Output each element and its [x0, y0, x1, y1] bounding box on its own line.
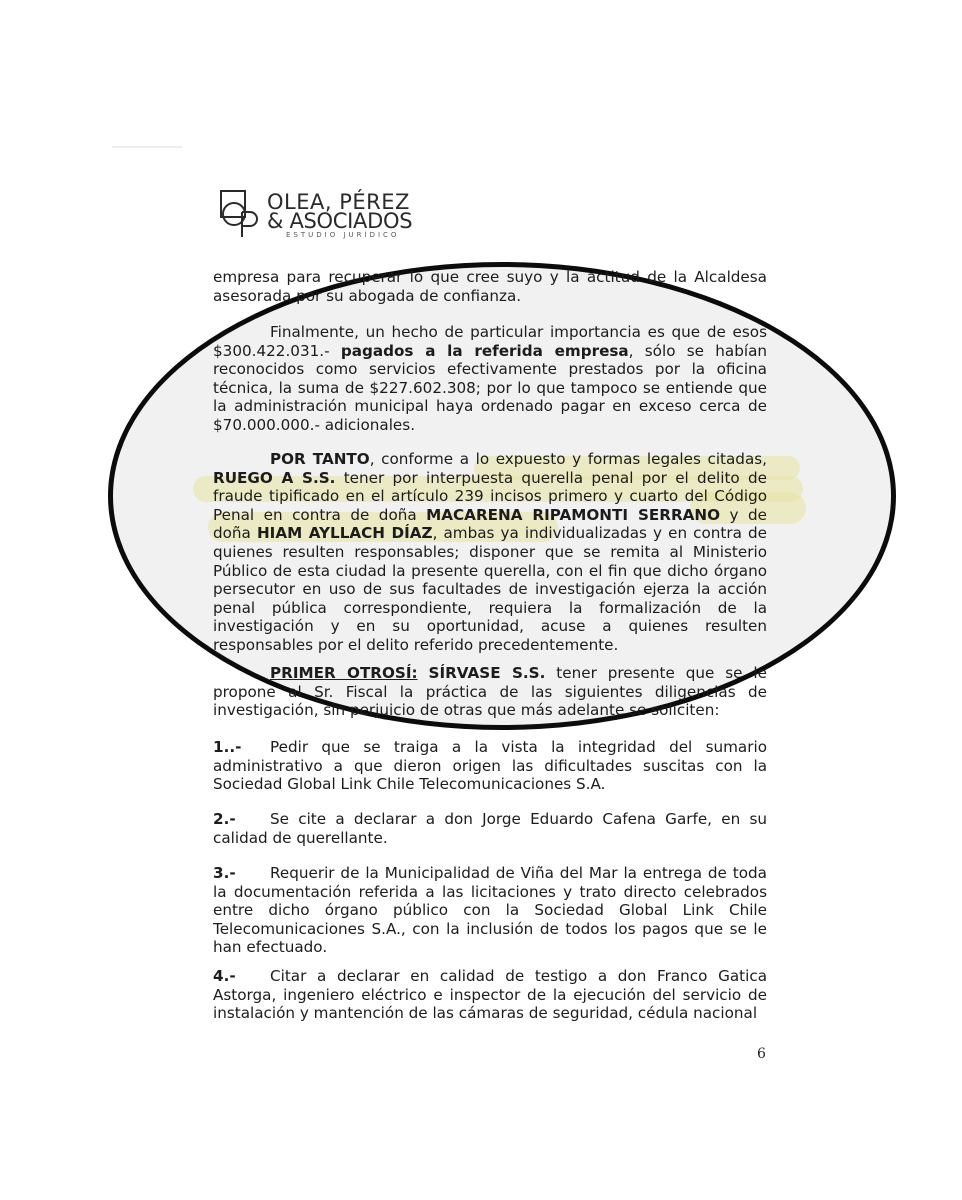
monogram-icon: [220, 190, 260, 238]
logo-name-line1: OLEA, PÉREZ: [267, 190, 410, 214]
item-number: 3.-: [213, 864, 236, 882]
paragraph-primer-otrosi: PRIMER OTROSÍ: SÍRVASE S.S. tener presente que se le propone al Sr. Fiscal la práctica de las siguientes diligencias de investigación, sin perjuicio de otras que más adelante se soliciten:: [213, 664, 767, 720]
page-number: 6: [757, 1046, 766, 1062]
item-number: 4.-: [213, 967, 236, 985]
paragraph-finalmente: Finalmente, un hecho de particular importancia es que de esos $300.422.031.- pagados a la referida empresa, sólo se habían reconocidos como servicios efectivamente prestados por la oficina técnica, la suma de $227.602.308; por lo que tampoco se entiende que la administración municipal haya ordenado pagar en exceso cerca de $70.000.000.- adicionales.: [213, 323, 768, 434]
paragraph-por-tanto: POR TANTO, conforme a lo expuesto y formas legales citadas, RUEGO A S.S. tener por interpuesta querella penal por el delito de fraude tipificado en el artículo 239 incisos primero y cuarto del Código Penal en contra de doña MACARENA RIPAMONTI SERRANO y de doña HIAM AYLLACH DÍAZ, ambas ya individualizadas y en contra de quienes resulten responsables; disponer que se remita al Ministerio Público de esta ciudad la presente querella, con el fin que dicho órgano persecutor en uso de sus facultades de investigación ejerza la acción penal pública correspondiente, requiera la formalización de la investigación y en su oportunidad, acuse a quienes resulten responsables por el delito referido precedentemente.: [213, 450, 768, 654]
list-item: 3.- Requerir de la Municipalidad de Viña del Mar la entrega de toda la documentación referida a las licitaciones y trato directo celebrados entre dicho órgano público con la Sociedad Global Link Chile Telecomunicaciones S.A., con la inclusión de todos los pagos que se le han efectuado.: [213, 864, 767, 957]
logo-tagline: ESTUDIO JURÍDICO: [286, 231, 400, 239]
logo-name-line2: & ASOCIADOS: [267, 209, 413, 233]
firm-logo: [220, 190, 420, 242]
list-item: 1..- Pedir que se traiga a la vista la integridad del sumario administrativo a que dieron origen las dificultades suscitas con la Sociedad Global Link Chile Telecomunicaciones S.A.: [213, 738, 767, 794]
item-number: 2.-: [213, 810, 236, 828]
list-item: 4.- Citar a declarar en calidad de testigo a don Franco Gatica Astorga, ingeniero eléctrico e inspector de la ejecución del servicio de instalación y mantención de las cámaras de seguridad, cédula nacional: [213, 967, 767, 1023]
list-item: 2.- Se cite a declarar a don Jorge Eduardo Cafena Garfe, en su calidad de querellante.: [213, 810, 767, 847]
paragraph-intro: empresa para recuperar lo que cree suyo y la actitud de la Alcaldesa asesorada por su abogada de confianza.: [213, 268, 767, 305]
item-number: 1..-: [213, 738, 242, 756]
scan-artifact-line: [112, 146, 182, 148]
